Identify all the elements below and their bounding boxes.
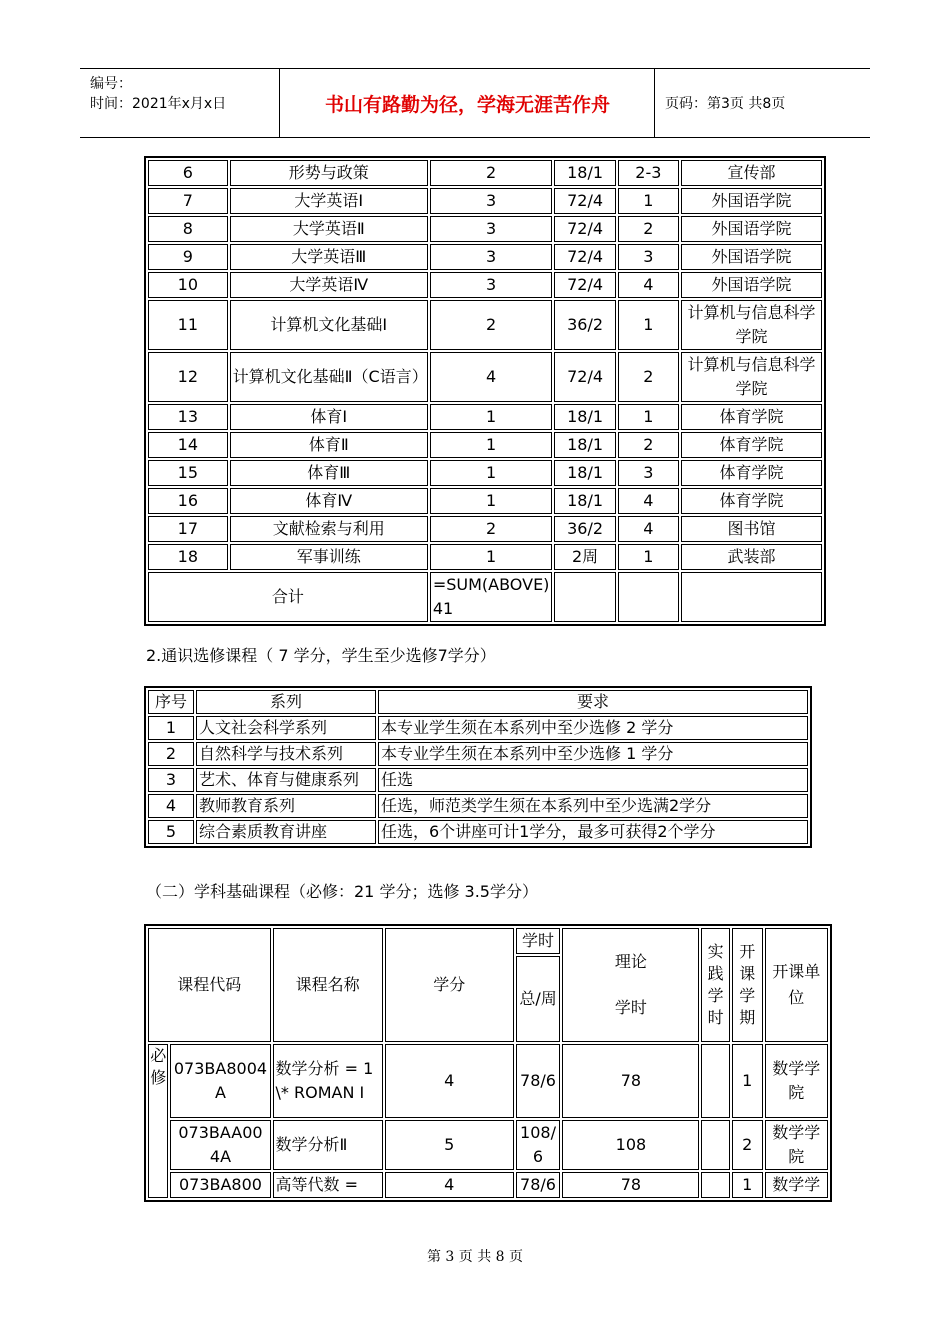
cell-empty — [618, 572, 679, 622]
cell-requirement: 任选，6个讲座可计1学分，最多可获得2个学分 — [378, 820, 808, 844]
cell-credit: 1 — [430, 432, 553, 458]
cell-credit: 1 — [430, 460, 553, 486]
col-header-credit: 学分 — [385, 928, 514, 1042]
cell-total-hours: 78/6 — [516, 1172, 561, 1198]
cell-index: 17 — [148, 516, 228, 542]
cell-requirement: 任选 — [378, 768, 808, 792]
table-row — [148, 1044, 828, 1118]
cell-term: 1 — [618, 300, 679, 350]
table-row — [148, 460, 822, 486]
group-label-required — [148, 1044, 168, 1198]
cell-course-name: 计算机文化基础Ⅰ — [230, 300, 428, 350]
cell-index: 6 — [148, 160, 228, 186]
cell-unit: 计算机与信息科学学院 — [681, 352, 822, 402]
term-char-1: 开 — [739, 942, 756, 961]
cell-index: 1 — [148, 716, 194, 740]
cell-term: 1 — [618, 188, 679, 214]
cell-code: 073BA800 — [170, 1172, 270, 1198]
cell-credit: 5 — [385, 1120, 514, 1170]
cell-course-name: 计算机文化基础Ⅱ（C语言） — [230, 352, 428, 402]
table-row — [148, 794, 808, 818]
cell-index: 13 — [148, 404, 228, 430]
cell-unit: 数学学院 — [765, 1120, 828, 1170]
cell-index: 16 — [148, 488, 228, 514]
col-header-theory — [562, 928, 699, 1042]
cell-unit: 数学学院 — [765, 1044, 828, 1118]
col-header-index: 序号 — [148, 690, 194, 714]
cell-credit: 2 — [430, 160, 553, 186]
cell-unit: 计算机与信息科学学院 — [681, 300, 822, 350]
cell-index: 5 — [148, 820, 194, 844]
cell-course-name: 文献检索与利用 — [230, 516, 428, 542]
cell-hours: 72/4 — [554, 216, 615, 242]
cell-course-name: 形势与政策 — [230, 160, 428, 186]
cell-credit: 4 — [430, 352, 553, 402]
cell-index: 2 — [148, 742, 194, 766]
cell-practice-hours — [701, 1044, 730, 1118]
cell-hours: 18/1 — [554, 460, 615, 486]
cell-hours: 72/4 — [554, 352, 615, 402]
cell-unit: 外国语学院 — [681, 244, 822, 270]
col-header-practice — [701, 928, 730, 1042]
cell-unit: 外国语学院 — [681, 188, 822, 214]
cell-credit: 1 — [430, 404, 553, 430]
cell-index: 15 — [148, 460, 228, 486]
table-row — [148, 742, 808, 766]
table-total-row — [148, 572, 822, 622]
cell-hours: 36/2 — [554, 516, 615, 542]
practice-char-4: 时 — [707, 1008, 724, 1027]
practice-char-2: 践 — [707, 964, 724, 983]
cell-course-name: 大学英语Ⅲ — [230, 244, 428, 270]
col-header-name: 课程名称 — [273, 928, 383, 1042]
cell-theory-hours: 78 — [562, 1044, 699, 1118]
cell-series: 人文社会科学系列 — [196, 716, 376, 740]
group-label-char: 修 — [150, 1068, 167, 1087]
cell-credit: 4 — [385, 1172, 514, 1198]
cell-requirement: 本专业学生须在本系列中至少选修 2 学分 — [378, 716, 808, 740]
cell-requirement: 任选，师范类学生须在本系列中至少选满2学分 — [378, 794, 808, 818]
cell-credit: 3 — [430, 216, 553, 242]
page-header — [80, 68, 870, 138]
cell-unit: 宣传部 — [681, 160, 822, 186]
cell-index: 8 — [148, 216, 228, 242]
cell-term: 4 — [618, 272, 679, 298]
cell-unit: 图书馆 — [681, 516, 822, 542]
table-row — [148, 216, 822, 242]
cell-practice-hours — [701, 1120, 730, 1170]
cell-term: 1 — [618, 404, 679, 430]
cell-course-name: 大学英语Ⅱ — [230, 216, 428, 242]
cell-requirement: 本专业学生须在本系列中至少选修 1 学分 — [378, 742, 808, 766]
cell-index: 14 — [148, 432, 228, 458]
cell-credit: 3 — [430, 244, 553, 270]
table-row — [148, 544, 822, 570]
cell-unit: 体育学院 — [681, 432, 822, 458]
section-heading-discipline-basics: （二）学科基础课程（必修：21 学分；选修 3.5学分） — [146, 882, 538, 901]
theory-line-1: 理论 — [614, 952, 647, 971]
cell-credit: 1 — [430, 488, 553, 514]
cell-credit: 2 — [430, 516, 553, 542]
cell-unit: 外国语学院 — [681, 272, 822, 298]
group-label-char: 必 — [150, 1046, 167, 1065]
table-row — [148, 1172, 828, 1198]
cell-hours: 18/1 — [554, 160, 615, 186]
col-header-unit: 开课单位 — [765, 928, 828, 1042]
cell-term: 2 — [618, 216, 679, 242]
cell-term: 2-3 — [618, 160, 679, 186]
cell-hours: 18/1 — [554, 488, 615, 514]
time-label: 时间：2021年x月x日 — [90, 96, 227, 112]
table-row — [148, 272, 822, 298]
practice-char-3: 学 — [707, 986, 724, 1005]
cell-empty — [681, 572, 822, 622]
cell-credit: 3 — [430, 272, 553, 298]
cell-code: 073BAA004A — [170, 1120, 270, 1170]
cell-course-name: 高等代数 = — [273, 1172, 383, 1198]
cell-unit: 武装部 — [681, 544, 822, 570]
cell-term: 2 — [732, 1120, 763, 1170]
cell-term: 1 — [732, 1172, 763, 1198]
header-motto: 书山有路勤为径，学海无涯苦作舟 — [281, 69, 655, 137]
cell-code: 073BA8004A — [170, 1044, 270, 1118]
cell-course-name: 大学英语Ⅰ — [230, 188, 428, 214]
cell-theory-hours: 108 — [562, 1120, 699, 1170]
cell-term: 4 — [618, 516, 679, 542]
table-row — [148, 160, 822, 186]
col-header-term — [732, 928, 763, 1042]
table-row — [148, 244, 822, 270]
header-meta — [80, 69, 280, 137]
cell-course-name: 数学分析Ⅱ — [273, 1120, 383, 1170]
cell-course-name: 体育Ⅰ — [230, 404, 428, 430]
cell-index: 9 — [148, 244, 228, 270]
table-row — [148, 516, 822, 542]
cell-unit: 外国语学院 — [681, 216, 822, 242]
cell-hours: 72/4 — [554, 272, 615, 298]
table-row — [148, 404, 822, 430]
cell-index: 4 — [148, 794, 194, 818]
page-footer: 第 3 页 共 8 页 — [426, 1249, 524, 1265]
cell-hours: 72/4 — [554, 244, 615, 270]
section-heading-general-electives: 2.通识选修课程（ 7 学分，学生至少选修7学分） — [146, 646, 496, 665]
cell-credit: 1 — [430, 544, 553, 570]
table-row — [148, 432, 822, 458]
cell-term: 1 — [732, 1044, 763, 1118]
general-electives-table — [144, 686, 812, 848]
cell-course-name: 体育Ⅲ — [230, 460, 428, 486]
cell-hours: 2周 — [554, 544, 615, 570]
cell-unit: 体育学院 — [681, 460, 822, 486]
col-header-code: 课程代码 — [148, 928, 271, 1042]
header-page-info: 页码：第3页 共8页 — [665, 96, 786, 112]
cell-index: 10 — [148, 272, 228, 298]
practice-char-1: 实 — [707, 942, 724, 961]
cell-unit: 体育学院 — [681, 488, 822, 514]
cell-index: 12 — [148, 352, 228, 402]
cell-course-name: 体育Ⅳ — [230, 488, 428, 514]
cell-index: 18 — [148, 544, 228, 570]
cell-index: 11 — [148, 300, 228, 350]
required-courses-table — [144, 156, 826, 626]
cell-unit: 体育学院 — [681, 404, 822, 430]
cell-term: 2 — [618, 432, 679, 458]
term-char-2: 课 — [739, 964, 756, 983]
table-row — [148, 768, 808, 792]
table-row — [148, 188, 822, 214]
cell-total-label: 合计 — [148, 572, 428, 622]
cell-hours: 18/1 — [554, 432, 615, 458]
col-header-requirement: 要求 — [378, 690, 808, 714]
cell-course-name: 体育Ⅱ — [230, 432, 428, 458]
table-row — [148, 352, 822, 402]
cell-hours: 72/4 — [554, 188, 615, 214]
col-header-series: 系列 — [196, 690, 376, 714]
theory-line-2: 学时 — [614, 998, 647, 1017]
cell-term: 2 — [618, 352, 679, 402]
cell-hours: 18/1 — [554, 404, 615, 430]
table-row — [148, 716, 808, 740]
cell-credit: 4 — [385, 1044, 514, 1118]
cell-term: 4 — [618, 488, 679, 514]
term-char-3: 学 — [739, 986, 756, 1005]
cell-practice-hours — [701, 1172, 730, 1198]
table-row — [148, 1120, 828, 1170]
cell-hours: 36/2 — [554, 300, 615, 350]
cell-empty — [554, 572, 615, 622]
cell-series: 教师教育系列 — [196, 794, 376, 818]
cell-index: 3 — [148, 768, 194, 792]
cell-total-value: =SUM(ABOVE) 41 — [430, 572, 553, 622]
table-row — [148, 300, 822, 350]
cell-credit: 2 — [430, 300, 553, 350]
cell-series: 自然科学与技术系列 — [196, 742, 376, 766]
cell-unit: 数学学 — [765, 1172, 828, 1198]
table-row — [148, 820, 808, 844]
cell-course-name: 军事训练 — [230, 544, 428, 570]
cell-series: 综合素质教育讲座 — [196, 820, 376, 844]
term-char-4: 期 — [739, 1008, 756, 1027]
col-header-total: 总/周 — [516, 956, 561, 1042]
cell-credit: 3 — [430, 188, 553, 214]
cell-total-hours: 78/6 — [516, 1044, 561, 1118]
cell-series: 艺术、体育与健康系列 — [196, 768, 376, 792]
cell-total-hours: 108/6 — [516, 1120, 561, 1170]
serial-label: 编号： — [90, 76, 132, 92]
cell-term: 3 — [618, 460, 679, 486]
cell-course-name: 数学分析 = 1 \* ROMAN Ⅰ — [273, 1044, 383, 1118]
cell-index: 7 — [148, 188, 228, 214]
discipline-basics-table — [144, 924, 832, 1202]
col-header-hours: 学时 — [516, 928, 561, 954]
cell-term: 3 — [618, 244, 679, 270]
table-row — [148, 488, 822, 514]
cell-term: 1 — [618, 544, 679, 570]
cell-theory-hours: 78 — [562, 1172, 699, 1198]
cell-course-name: 大学英语Ⅳ — [230, 272, 428, 298]
